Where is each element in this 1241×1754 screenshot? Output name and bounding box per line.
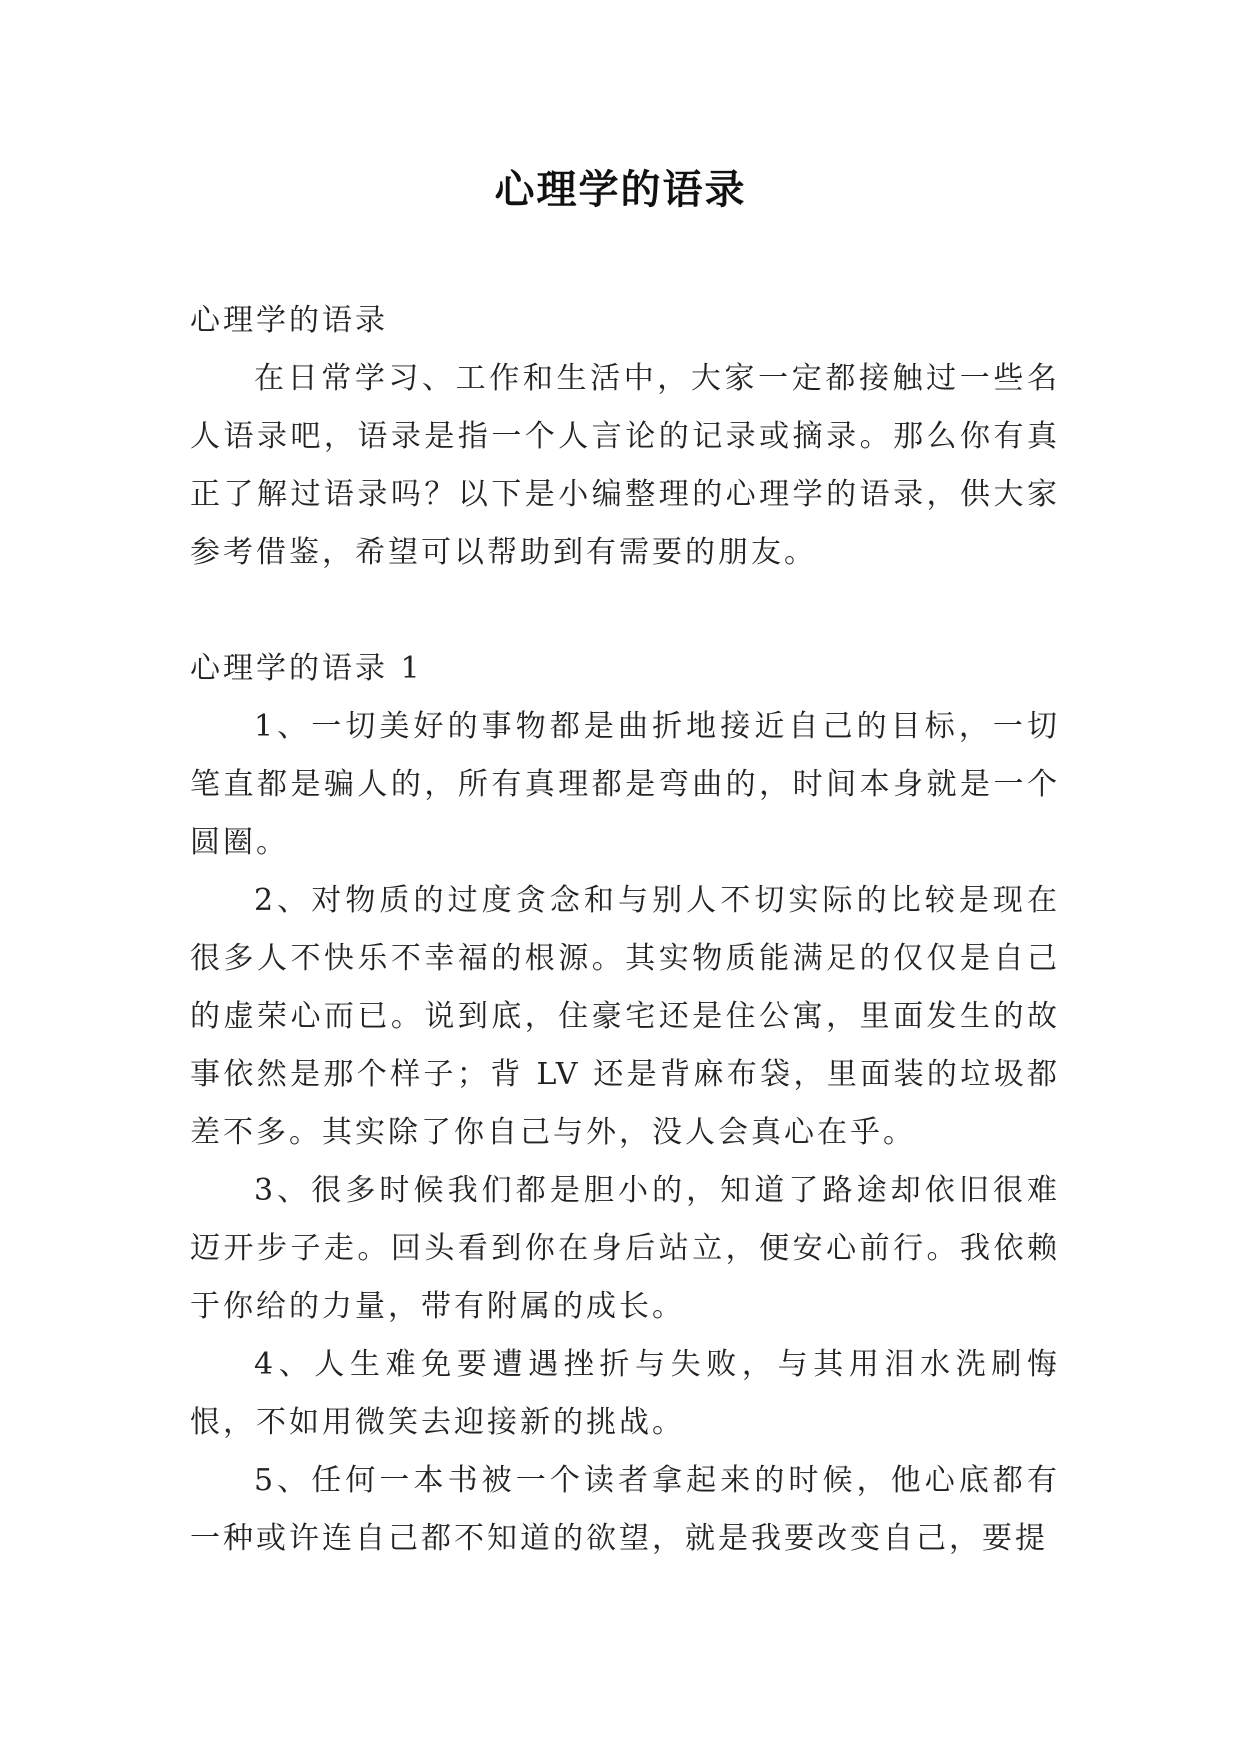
section-spacer [190,582,1060,640]
quote-paragraph-3: 3、很多时候我们都是胆小的，知道了路途却依旧很难迈开步子走。回头看到你在身后站立，便安心前行。我依赖于你给的力量，带有附属的成长。 [190,1173,1060,1324]
quote-paragraph-1: 1、一切美好的事物都是曲折地接近自己的目标，一切笔直都是骗人的，所有真理都是弯曲的，时间本身就是一个圆圈。 [190,709,1060,860]
section-label: 心理学的语录 1 [190,651,423,686]
intro-paragraph: 在日常学习、工作和生活中，大家一定都接触过一些名人语录吧，语录是指一个人言论的记录或摘录。那么你有真正了解过语录吗？以下是小编整理的心理学的语录，供大家参考借鉴，希望可以帮助到有需要的朋友。 [190,361,1060,570]
document-body [190,292,1060,1568]
intro-label: 心理学的语录 [190,303,388,338]
document-title: 心理学的语录 [494,166,747,213]
quote-paragraph-2: 2、对物质的过度贪念和与别人不切实际的比较是现在很多人不快乐不幸福的根源。其实物质能满足的仅仅是自己的虚荣心而已。说到底，住豪宅还是住公寓，里面发生的故事依然是那个样子；背 LV 还是背麻布袋，里面装的垃圾都差不多。其实除了你自己与外，没人会真心在乎。 [190,883,1060,1150]
quote-paragraph-5: 5、任何一本书被一个读者拿起来的时候，他心底都有一种或许连自己都不知道的欲望，就是我要改变自己，要提 [190,1463,1060,1556]
quote-paragraph-4: 4、人生难免要遭遇挫折与失败，与其用泪水洗刷悔恨，不如用微笑去迎接新的挑战。 [190,1347,1060,1440]
